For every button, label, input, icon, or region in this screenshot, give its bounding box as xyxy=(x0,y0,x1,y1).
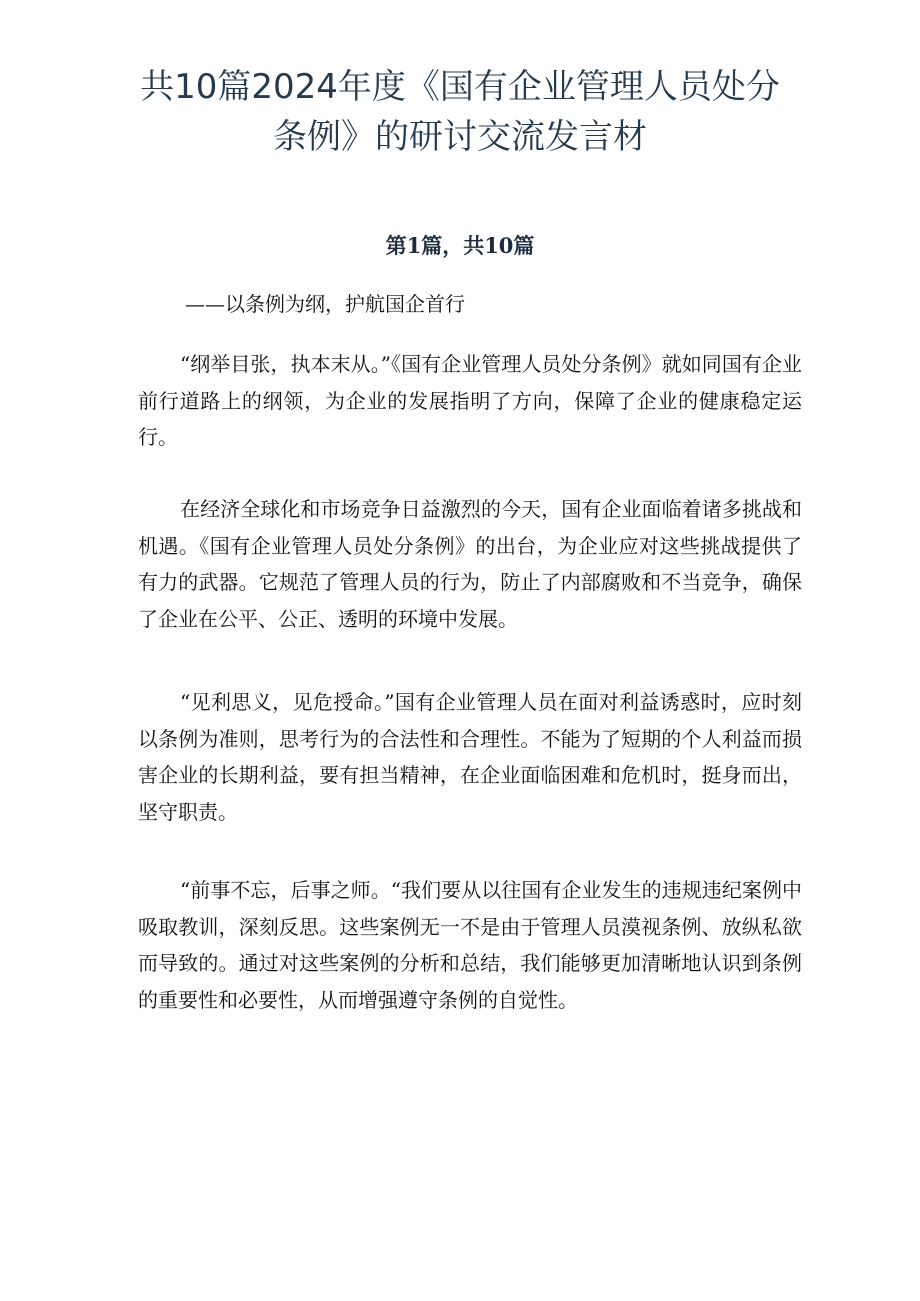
paragraph-1: “纲举目张，执本末从。”《国有企业管理人员处分条例》就如同国有企业前行道路上的纲领，为企业的发展指明了方向，保障了企业的健康稳定运行。 xyxy=(138,352,802,449)
document-title: 共10篇2024年度《国有企业管理人员处分条例》的研讨交流发言材 xyxy=(140,67,780,157)
paragraph-3: “见利思义，见危授命。”国有企业管理人员在面对利益诱惑时，应时刻以条例为准则，思考行为的合法性和合理性。不能为了短期的个人利益而损害企业的长期利益，要有担当精神，在企业面临困难和危机时，挺身而出，坚守职责。 xyxy=(138,690,802,824)
subtitle: ——以条例为纲，护航国企首行 xyxy=(185,292,465,316)
section-heading: 第1篇，共10篇 xyxy=(385,233,535,258)
paragraph-4: “前事不忘，后事之师。“我们要从以往国有企业发生的违规违纪案例中吸取教训，深刻反思。这些案例无一不是由于管理人员漠视条例、放纵私欲而导致的。通过对这些案例的分析和总结，我们能够更加清晰地认识到条例的重要性和必要性，从而增强遵守条例的自觉性。 xyxy=(138,878,802,1012)
paragraph-2: 在经济全球化和市场竞争日益激烈的今天，国有企业面临着诸多挑战和机遇。《国有企业管理人员处分条例》的出台，为企业应对这些挑战提供了有力的武器。它规范了管理人员的行为，防止了内部腐败和不当竞争，确保了企业在公平、公正、透明的环境中发展。 xyxy=(138,497,802,631)
